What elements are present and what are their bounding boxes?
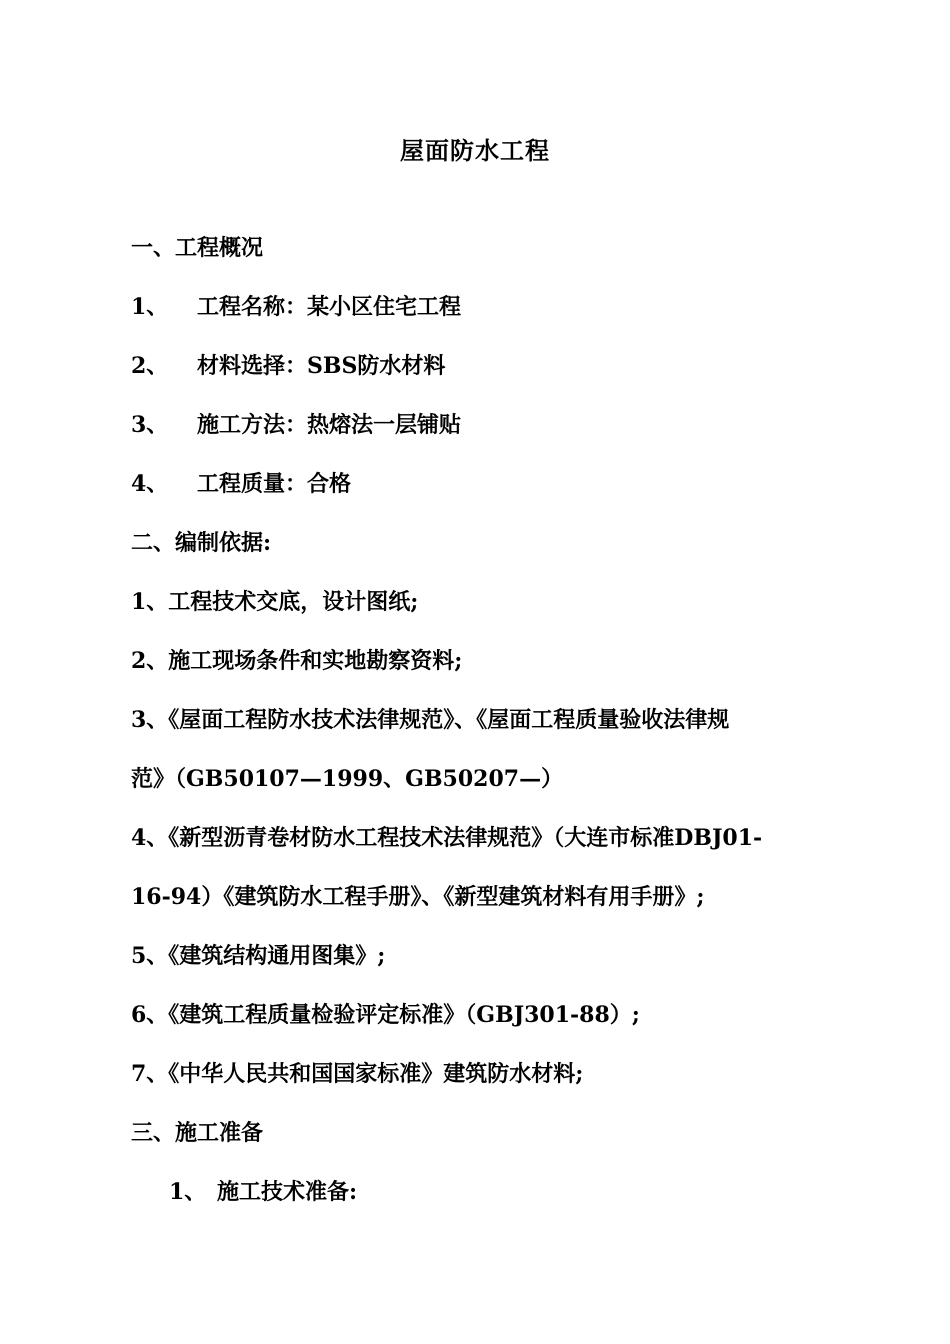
item-number: 1、 [169,1179,207,1205]
item-text: 工程质量：合格 [197,471,352,497]
item-number: 2、 [131,353,169,379]
basis-line: 6、《建筑工程质量检验评定标准》（GBJ301-88）; [131,1002,640,1028]
item-number: 4、 [131,471,169,497]
section-heading-preparation: 三、施工准备 [131,1120,264,1146]
basis-line: 范》（GB50107—1999、GB50207—） [131,766,564,792]
section-heading-overview: 一、工程概况 [131,235,264,261]
basis-line: 4、《新型沥青卷材防水工程技术法律规范》（大连市标准DBJ01- [131,825,763,851]
basis-line: 3、《屋面工程防水技术法律规范》、《屋面工程质量验收法律规 [131,707,730,733]
overview-item [131,351,445,381]
overview-item [131,292,461,322]
item-number: 3、 [131,412,169,438]
item-number: 1、 [131,294,169,320]
item-text: 工程名称：某小区住宅工程 [197,294,462,320]
overview-item [131,410,461,440]
item-text: 施工方法：热熔法一层铺贴 [197,412,462,438]
basis-line: 2、施工现场条件和实地勘察资料; [131,648,463,674]
basis-line: 5、《建筑结构通用图集》; [131,943,386,969]
document-title: 屋面防水工程 [400,136,550,165]
basis-line: 1、工程技术交底，设计图纸; [131,589,419,615]
section-heading-basis: 二、编制依据: [131,530,272,556]
item-text: 材料选择：SBS防水材料 [197,353,446,379]
basis-line: 7、《中华人民共和国国家标准》建筑防水材料; [131,1061,584,1087]
item-text: 施工技术准备: [217,1179,358,1205]
preparation-item [169,1177,357,1207]
overview-item [131,469,351,499]
basis-line: 16-94）《建筑防水工程手册》、《新型建筑材料有用手册》; [131,884,705,910]
